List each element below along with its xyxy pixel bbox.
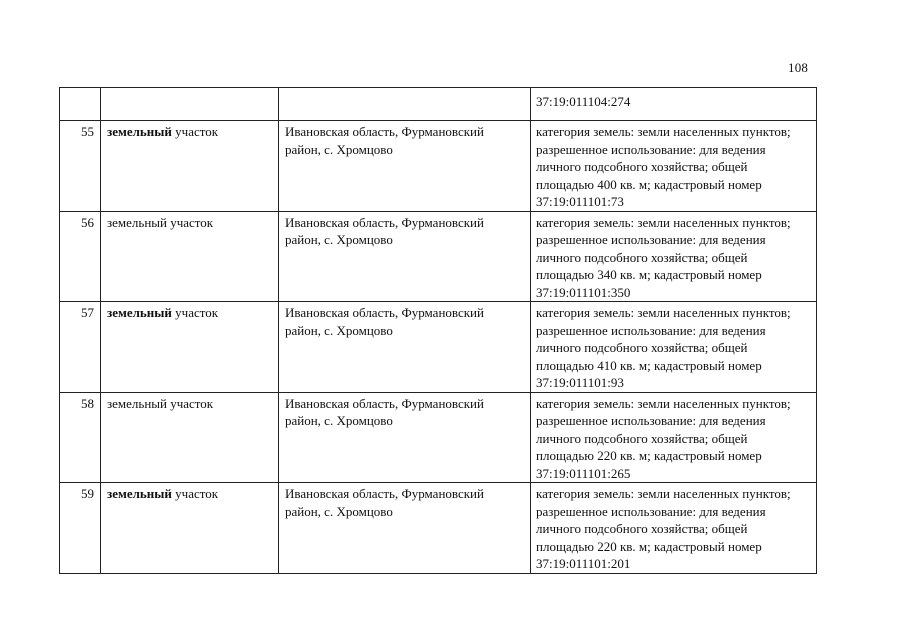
cadastral-number: 37:19:011101:201	[536, 556, 631, 571]
cell-address	[279, 88, 531, 121]
address-line: Ивановская область, Фурмановский	[285, 395, 484, 411]
cadastral-number: 37:19:011101:350	[536, 284, 631, 300]
address-line: район, с. Хромцово	[285, 322, 393, 338]
object-rest: участок	[171, 124, 219, 139]
object-bold-word: земельный	[107, 124, 172, 139]
table-row-continuation	[60, 88, 817, 121]
cell-object	[101, 483, 279, 574]
address-line: Ивановская область, Фурмановский	[285, 486, 484, 501]
description-line: разрешенное использование: для ведения	[536, 413, 766, 428]
cell-object	[101, 88, 279, 121]
description-line: категория земель: земли населенных пунктов;	[536, 124, 791, 139]
description-line: категория земель: земли населенных пунктов;	[536, 214, 791, 230]
description-line: личного подсобного хозяйства; общей	[536, 159, 748, 174]
cell-num: 59	[60, 483, 101, 574]
cell-num: 57	[60, 302, 101, 393]
object-rest: участок	[171, 305, 219, 320]
description-line: личного подсобного хозяйства; общей	[536, 249, 748, 265]
description-line: личного подсобного хозяйства; общей	[536, 521, 748, 536]
cadastral-number: 37:19:011104:274	[536, 94, 631, 109]
description-line: разрешенное использование: для ведения	[536, 322, 766, 338]
cell-address	[279, 302, 531, 393]
description-line: категория земель: земли населенных пунктов;	[536, 486, 791, 501]
description-line: площадью 340 кв. м; кадастровый номер	[536, 267, 762, 282]
object-bold-word: земельный	[107, 486, 172, 501]
cadastral-number: 37:19:011101:265	[536, 465, 631, 481]
cell-address	[279, 392, 531, 483]
cell-num: 58	[60, 392, 101, 483]
address-line: Ивановская область, Фурмановский	[285, 124, 484, 139]
description-line: разрешенное использование: для ведения	[536, 503, 766, 519]
cell-num: 55	[60, 121, 101, 212]
address-line: район, с. Хромцово	[285, 141, 393, 157]
page-number: 108	[788, 60, 809, 75]
cell-address	[279, 121, 531, 212]
description-line: разрешенное использование: для ведения	[536, 141, 766, 157]
description-line: категория земель: земли населенных пунктов;	[536, 395, 791, 411]
object-rest: участок	[171, 486, 219, 501]
address-line: Ивановская область, Фурмановский	[285, 305, 484, 320]
cell-description	[531, 121, 817, 212]
description-line: площадью 410 кв. м; кадастровый номер	[536, 357, 762, 373]
description-line: площадью 400 кв. м; кадастровый номер	[536, 176, 762, 192]
object-bold-word: земельный	[107, 305, 172, 320]
description-line: площадью 220 кв. м; кадастровый номер	[536, 448, 762, 463]
cell-object	[101, 392, 279, 483]
cell-address	[279, 211, 531, 302]
cell-object	[101, 211, 279, 302]
description-line: площадью 220 кв. м; кадастровый номер	[536, 538, 762, 554]
address-line: район, с. Хромцово	[285, 413, 393, 428]
cell-object	[101, 302, 279, 393]
cell-description	[531, 88, 817, 121]
description-line: личного подсобного хозяйства; общей	[536, 340, 748, 355]
cell-num	[60, 88, 101, 121]
cell-description	[531, 392, 817, 483]
cadastral-number: 37:19:011101:93	[536, 375, 624, 390]
table-row	[60, 211, 817, 302]
object-rest: земельный участок	[107, 395, 214, 411]
cadastral-number: 37:19:011101:73	[536, 194, 624, 209]
description-line: личного подсобного хозяйства; общей	[536, 430, 748, 446]
table-row	[60, 483, 817, 574]
cell-object	[101, 121, 279, 212]
address-line: район, с. Хромцово	[285, 503, 393, 519]
land-plot-table	[59, 87, 817, 574]
description-line: разрешенное использование: для ведения	[536, 232, 766, 247]
cell-description	[531, 302, 817, 393]
table-row	[60, 392, 817, 483]
description-line: категория земель: земли населенных пунктов;	[536, 305, 791, 320]
cell-num: 56	[60, 211, 101, 302]
table-row	[60, 302, 817, 393]
table-row	[60, 121, 817, 212]
address-line: Ивановская область, Фурмановский	[285, 214, 484, 230]
object-rest: земельный участок	[107, 214, 214, 230]
cell-description	[531, 211, 817, 302]
cell-description	[531, 483, 817, 574]
cell-address	[279, 483, 531, 574]
address-line: район, с. Хромцово	[285, 232, 393, 247]
